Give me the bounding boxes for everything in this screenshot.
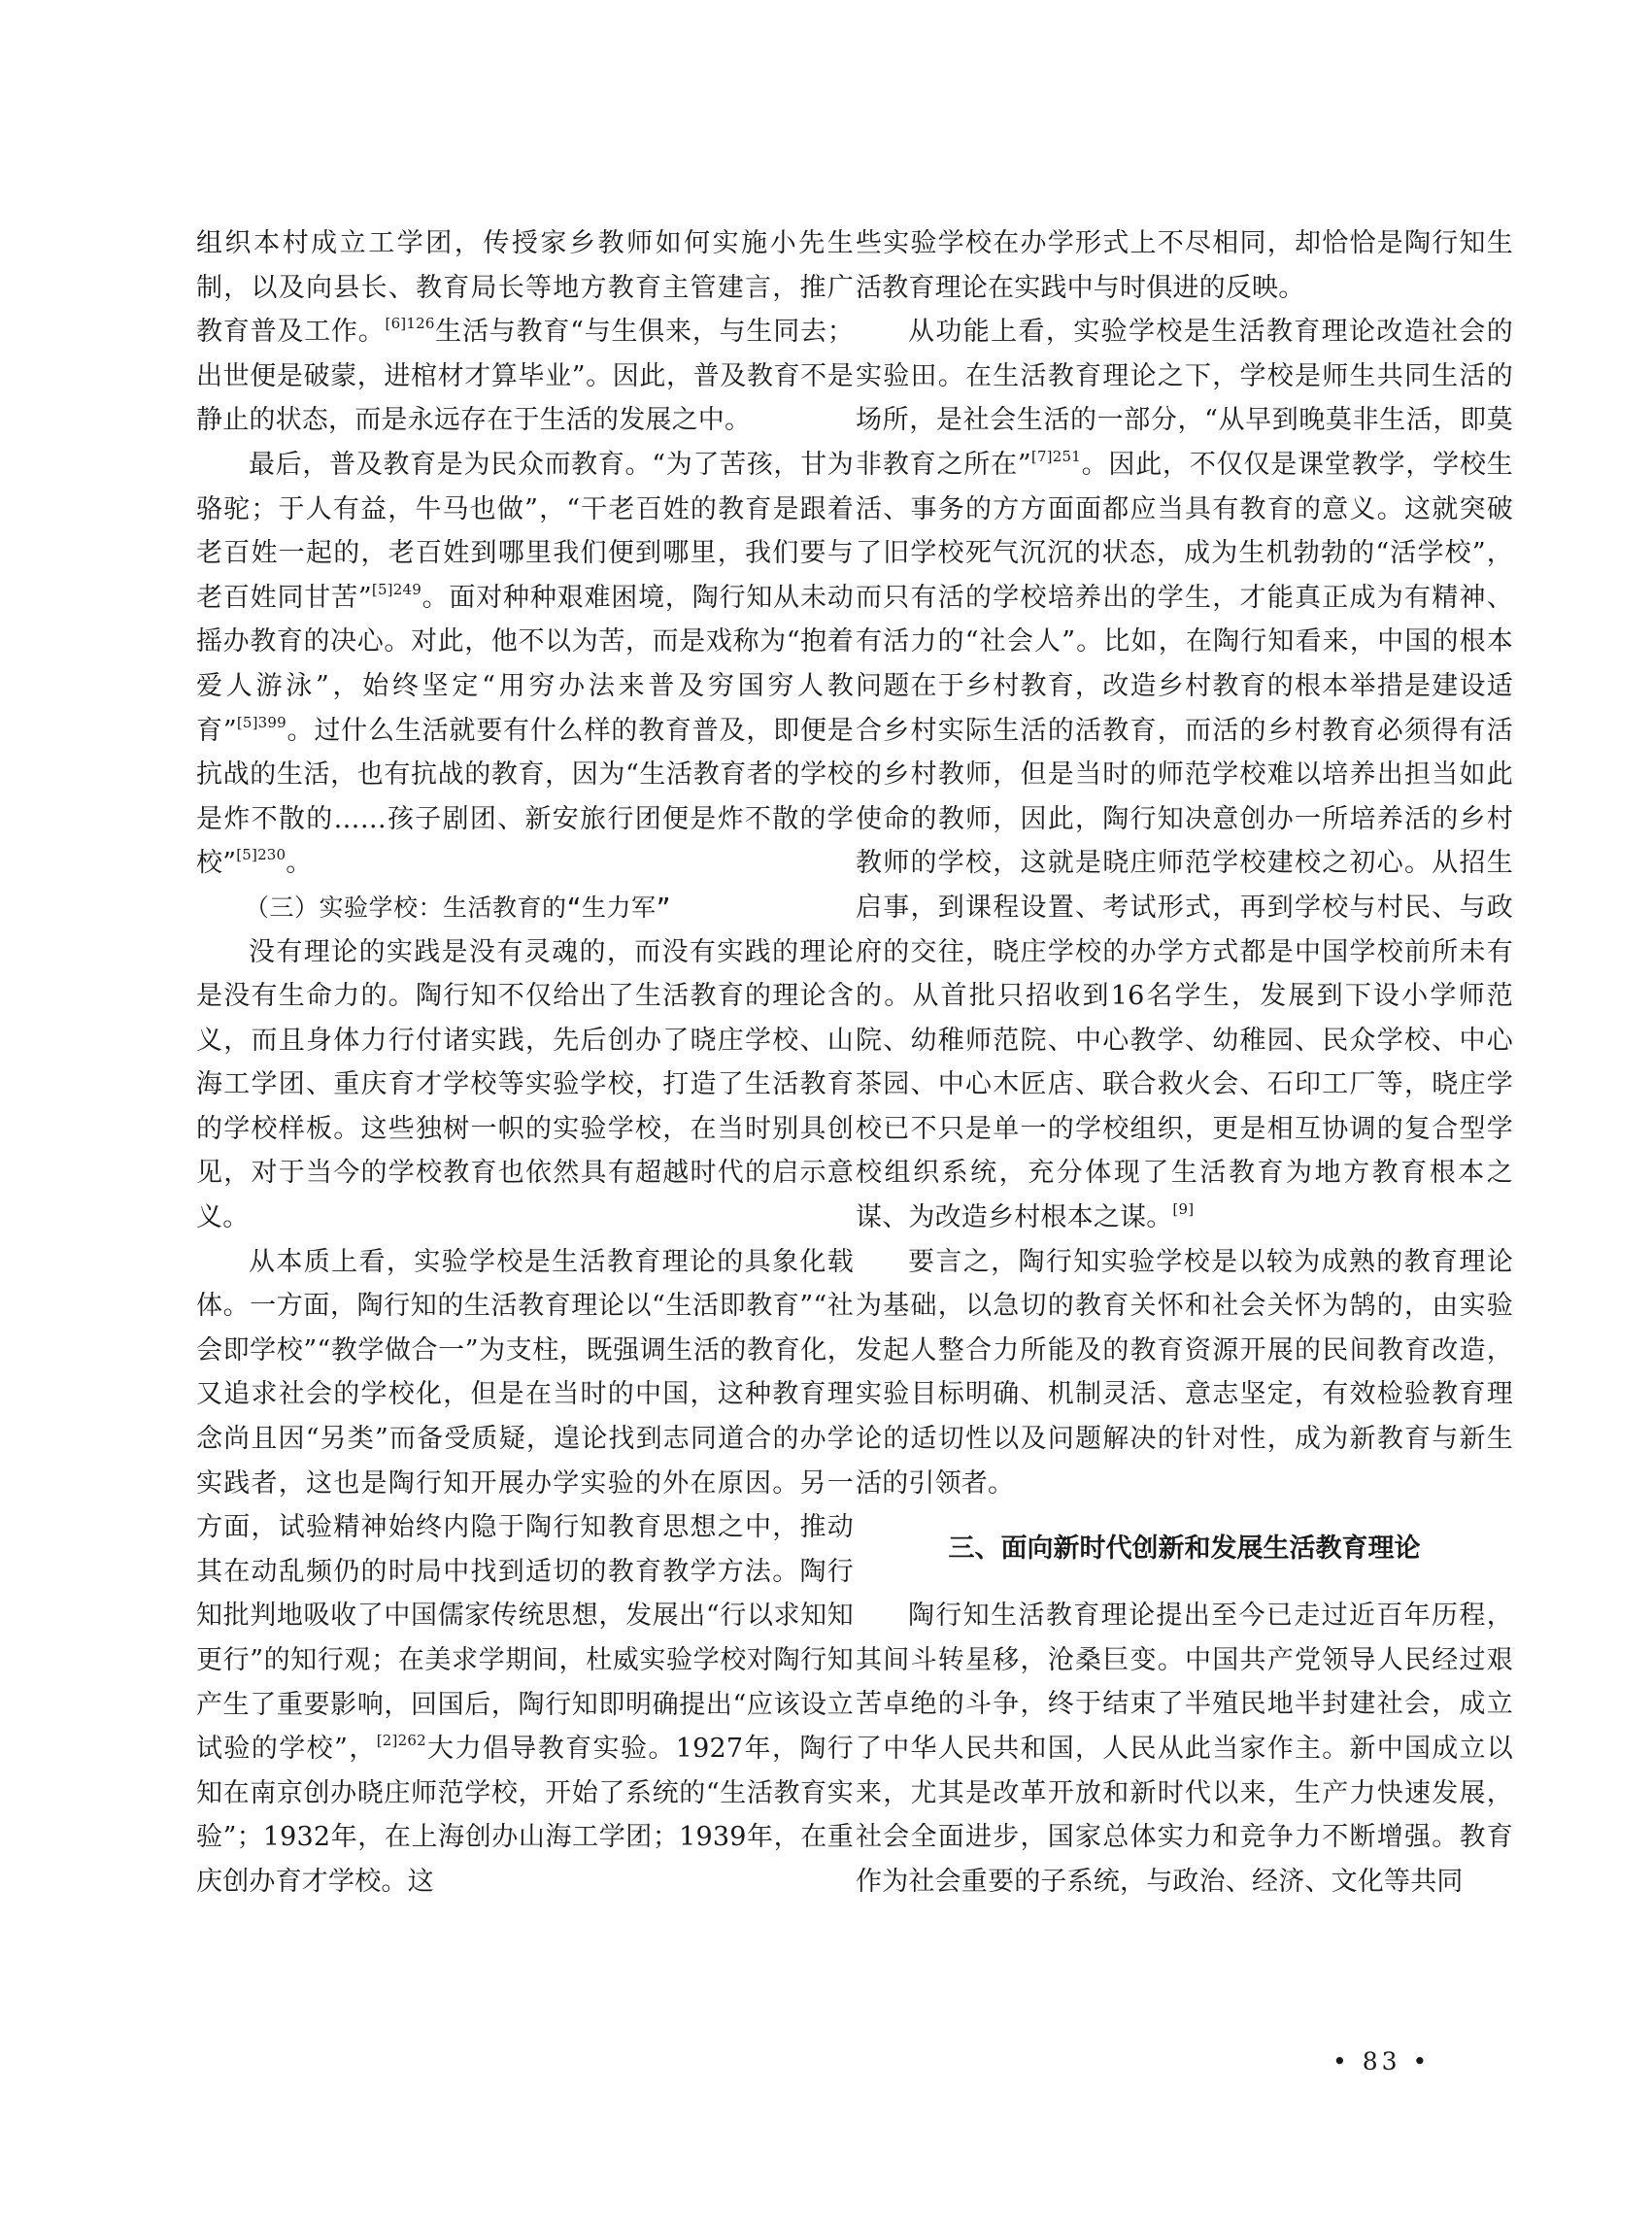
citation: [7]251 (1030, 447, 1081, 465)
paragraph (196, 443, 854, 886)
paragraph: 陶行知生活教育理论提出至今已走过近百年历程，其间斗转星移，沧桑巨变。中国共产党领导人民经过艰苦卓绝的斗争，终于结束了半殖民地半封建社会，成立了中华人民共和国，人民从此当家作主。新中国成立以来，尤其是改革开放和新时代以来，生产力快速发展，社会全面进步，国家总体实力和竞争力不断增强。教育作为社会重要的子系统，与政治、经济、文化等共同 (856, 1601, 1513, 1897)
citation: [6]126 (385, 315, 435, 333)
citation: [2]262 (376, 1732, 426, 1750)
text-run: 组织本村成立工学团，传授家乡教师如何实施小先生制，以及向县长、教育局长等地方教育主管建言，推广教育普及工作。 (196, 228, 854, 348)
paragraph: 要言之，陶行知实验学校是以较为成熟的教育理论为基础，以急切的教育关怀和社会关怀为鹄的，由实验发起人整合力所能及的教育资源开展的民间教育改造，实验目标明确、机制灵活、意志坚定，有效检验教育理论的适切性以及问题解决的针对性，成为新教育与新生活的引领者。 (856, 1246, 1513, 1499)
text-run: 生活与教育“与生俱来，与生同去；出世便是破蒙，进棺材才算毕业”。因此，普及教育不是静止的状态，而是永远存在于生活的发展之中。 (196, 317, 854, 436)
text-run: 。 (286, 848, 313, 879)
text-run: 。面对种种艰难困境，陶行知从未动摇办教育的决心。对此，他不以为苦，而是戏称为“抱着爱人游泳”，始终坚定“用穷办法来普及穷国穷人教育” (196, 582, 854, 746)
paragraph: 些实验学校在办学形式上不尽相同，却恰恰是陶行知生活教育理论在实践中与时俱进的反映。 (856, 228, 1513, 303)
citation: [9] (1172, 1200, 1195, 1219)
citation: [5]230 (236, 846, 287, 864)
text-run: 最后，普及教育是为民众而教育。“为了苦孩，甘为骆驼；于人有益，牛马也做”，“干老百姓的教育是跟着老百姓一起的，老百姓到哪里我们便到哪里，我们要与老百姓同甘苦” (196, 449, 854, 613)
text-run: 。过什么生活就要有什么样的教育普及，即便是抗战的生活，也有抗战的教育，因为“生活教育者的学校是炸不散的……孩子剧团、新安旅行团便是炸不散的学校” (196, 715, 854, 879)
text-run: 大力倡导教育实验。1927年，陶行知在南京创办晓庄师范学校，开始了系统的“生活教育实验”；1932年，在上海创办山海工学团；1939年，在重庆创办育才学校。这 (196, 1734, 854, 1897)
left-column (196, 221, 854, 1905)
section-heading: 三、面向新时代创新和发展生活教育理论 (948, 1534, 1421, 1565)
text-run: 从功能上看，实验学校是生活教育理论改造社会的实验田。在生活教育理论之下，学校是师生共同生活的场所，是社会生活的一部分，“从早到晚莫非生活，即莫非教育之所在” (856, 317, 1513, 480)
text-run: 。因此，不仅仅是课堂教学，学校生活、事务的方方面面都应当具有教育的意义。这就突破了旧学校死气沉沉的状态，成为生机勃勃的“活学校”，而只有活的学校培养出的学生，才能真正成为有精神、有活力的“社会人”。比如，在陶行知看来，中国的根本问题在于乡村教育，改造乡村教育的根本举措是建设适合乡村实际生活的活教育，而活的乡村教育必须得有活的乡村教师，但是当时的师范学校难以培养出担当如此使命的教师，因此，陶行知决意创办一所培养活的乡村教师的学校，这就是晓庄师范学校建校之初心。从招生启事，到课程设置、考试形式，再到学校与村民、与政府的交往，晓庄学校的办学方式都是中国学校前所未有的。从首批只招收到16名学生，发展到下设小学师范院、幼稚师范院、中心教学、幼稚园、民众学校、中心茶园、中心木匠店、联合救火会、石印工厂等，晓庄学校已不只是单一的学校组织，更是相互协调的复合型学校组织系统，充分体现了生活教育为地方教育根本之谋、为改造乡村根本之谋。 (856, 449, 1513, 1233)
text-run: 从本质上看，实验学校是生活教育理论的具象化载体。一方面，陶行知的生活教育理论以“生活即教育”“社会即学校”“教学做合一”为支柱，既强调生活的教育化，又追求社会的学校化，但是在当时的中国，这种教育理念尚且因“另类”而备受质疑，遑论找到志同道合的办学实践者，这也是陶行知开展办学实验的外在原因。另一方面，试验精神始终内隐于陶行知教育思想之中，推动其在动乱频仍的时局中找到适切的教育教学方法。陶行知批判地吸收了中国儒家传统思想，发展出“行以求知知更行”的知行观；在美求学期间，杜威实验学校对陶行知产生了重要影响，回国后，陶行知即明确提出“应该设立试验的学校”， (196, 1246, 854, 1765)
paragraph: 没有理论的实践是没有灵魂的，而没有实践的理论是没有生命力的。陶行知不仅给出了生活教育的理论含义，而且身体力行付诸实践，先后创办了晓庄学校、山海工学团、重庆育才学校等实验学校，打造了生活教育的学校样板。这些独树一帜的实验学校，在当时别具创见，对于当今的学校教育也依然具有超越时代的启示意义。 (196, 936, 854, 1233)
paragraph (196, 1240, 854, 1905)
citation: [5]399 (236, 713, 287, 731)
paragraph (856, 310, 1513, 1239)
page-number: • 83 • (1332, 2047, 1432, 2075)
citation: [5]249 (371, 580, 421, 598)
subsection-heading: （三）实验学校：生活教育的“生力军” (245, 893, 672, 922)
right-column (856, 221, 1513, 1904)
paragraph (196, 221, 854, 443)
